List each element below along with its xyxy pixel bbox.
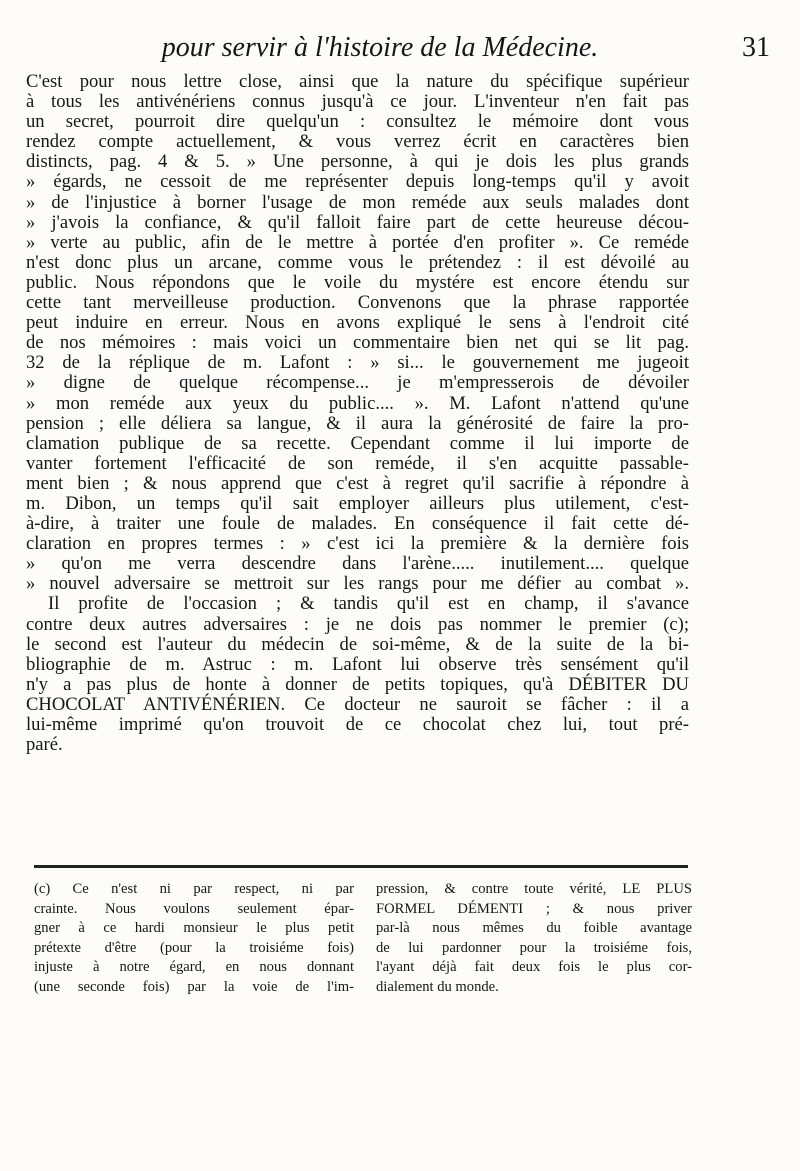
text-line: 32 de la réplique de m. Lafont : » si... le gouvernement me jugeoit	[26, 352, 689, 374]
footnote-column-left	[34, 880, 354, 998]
text-line: » mon reméde aux yeux du public.... ». M. Lafont n'attend qu'une	[26, 392, 689, 414]
footnote-line: (une seconde fois) par la voie de l'im-	[34, 978, 354, 995]
text-line: à tous les antivénériens connus jusqu'à ce jour. L'inventeur n'en fait pas	[26, 91, 689, 113]
text-line: vanter fortement l'efficacité de son reméde, il s'en acquitte passable-	[26, 452, 689, 474]
text-line: » nouvel adversaire se mettroit sur les rangs pour me défier au combat ».	[26, 573, 689, 595]
footnote-line: pression, & contre toute vérité, LE PLUS	[376, 881, 692, 897]
footnote-line: prétexte d'être (pour la troisiéme fois)	[34, 939, 354, 956]
footnote-line: gner à ce hardi monsieur le plus petit	[34, 920, 354, 937]
text-line: peut induire en erreur. Nous en avons expliqué le sens à l'endroit cité	[26, 312, 689, 334]
text-line: n'est donc plus un arcane, comme vous le prétendez : il est dévoilé au	[26, 251, 689, 273]
text-line: CHOCOLAT ANTIVÉNÉRIEN. Ce docteur ne sauroit se fâcher : il a	[26, 693, 689, 715]
footnote-line: (c) Ce n'est ni par respect, ni par	[34, 881, 354, 897]
text-line: m. Dibon, un temps qu'il sait employer ailleurs plus utilement, c'est-	[26, 492, 689, 514]
footnote-line: de lui pardonner pour la troisiéme fois,	[376, 939, 692, 956]
footnote-line: dialement du monde.	[376, 978, 499, 995]
text-line: claration en propres termes : » c'est ici la première & la dernière fois	[26, 533, 689, 555]
text-line: paré.	[26, 734, 63, 756]
text-line: rendez compte actuellement, & vous verrez écrit en caractères bien	[26, 131, 689, 153]
text-line: n'y a pas plus de honte à donner de petits topiques, qu'à DÉBITER DU	[26, 673, 689, 695]
text-line: Il profite de l'occasion ; & tandis qu'il est en champ, il s'avance	[48, 593, 689, 615]
footnote-line: par-là nous mêmes du foible avantage	[376, 920, 692, 937]
text-line: lui-même imprimé qu'on trouvoit de ce chocolat chez lui, tout pré-	[26, 714, 689, 735]
text-line: bliographie de m. Astruc : m. Lafont lui observe très sensément qu'il	[26, 653, 689, 675]
footnote-line: injuste à notre égard, en nous donnant	[34, 959, 354, 976]
text-line: » digne de quelque récompense... je m'empresserois de dévoiler	[26, 372, 689, 394]
text-line: contre deux autres adversaires : je ne dois pas nommer le premier (c);	[26, 613, 689, 635]
text-line: pension ; elle déliera sa langue, & il aura la générosité de faire la pro-	[26, 412, 689, 434]
main-text	[26, 72, 689, 755]
text-line: clamation publique de sa recette. Cependant comme il lui importe de	[26, 432, 689, 454]
text-line: » verte au public, afin de le mettre à portée d'en profiter ». Ce reméde	[26, 231, 689, 253]
running-title: pour servir à l'histoire de la Médecine.	[161, 32, 599, 63]
text-line: distincts, pag. 4 & 5. » Une personne, à qui je dois les plus grands	[26, 151, 689, 173]
text-line: un secret, pourroit dire quelqu'un : consultez le mémoire dont vous	[26, 111, 689, 133]
text-line: C'est pour nous lettre close, ainsi que la nature du spécifique supérieur	[26, 71, 689, 92]
text-line: à-dire, à traiter une foule de malades. En conséquence il fait cette dé-	[26, 513, 689, 535]
text-line: cette tant merveilleuse production. Convenons que la phrase rapportée	[26, 292, 689, 314]
footnote-line: crainte. Nous voulons seulement épar-	[34, 900, 354, 917]
text-line: » j'avois la confiance, & qu'il falloit faire part de cette heureuse décou-	[26, 211, 689, 233]
text-line: » de l'injustice à borner l'usage de mon reméde aux seuls malades dont	[26, 191, 689, 213]
page-number: 31	[742, 32, 770, 63]
footnote-divider	[34, 865, 688, 868]
footnote-line: l'ayant déjà fait deux fois le plus cor-	[376, 959, 692, 976]
text-line: public. Nous répondons que le voile du mystére est encore étendu sur	[26, 271, 689, 293]
text-line: » qu'on me verra descendre dans l'arène..... inutilement.... quelque	[26, 553, 689, 575]
text-line: ment bien ; & nous apprend que c'est à regret qu'il sacrifie à répondre à	[26, 472, 689, 494]
page-header	[30, 28, 770, 68]
text-line: de nos mémoires : mais voici un commentaire bien net qui se lit pag.	[26, 332, 689, 354]
text-line: » égards, ne cessoit de me représenter depuis long-temps qu'il y avoit	[26, 171, 689, 193]
footnote-line: FORMEL DÉMENTI ; & nous priver	[376, 900, 692, 917]
footnote-column-right	[376, 880, 692, 998]
text-line: le second est l'auteur du médecin de soi-même, & de la suite de la bi-	[26, 633, 689, 655]
